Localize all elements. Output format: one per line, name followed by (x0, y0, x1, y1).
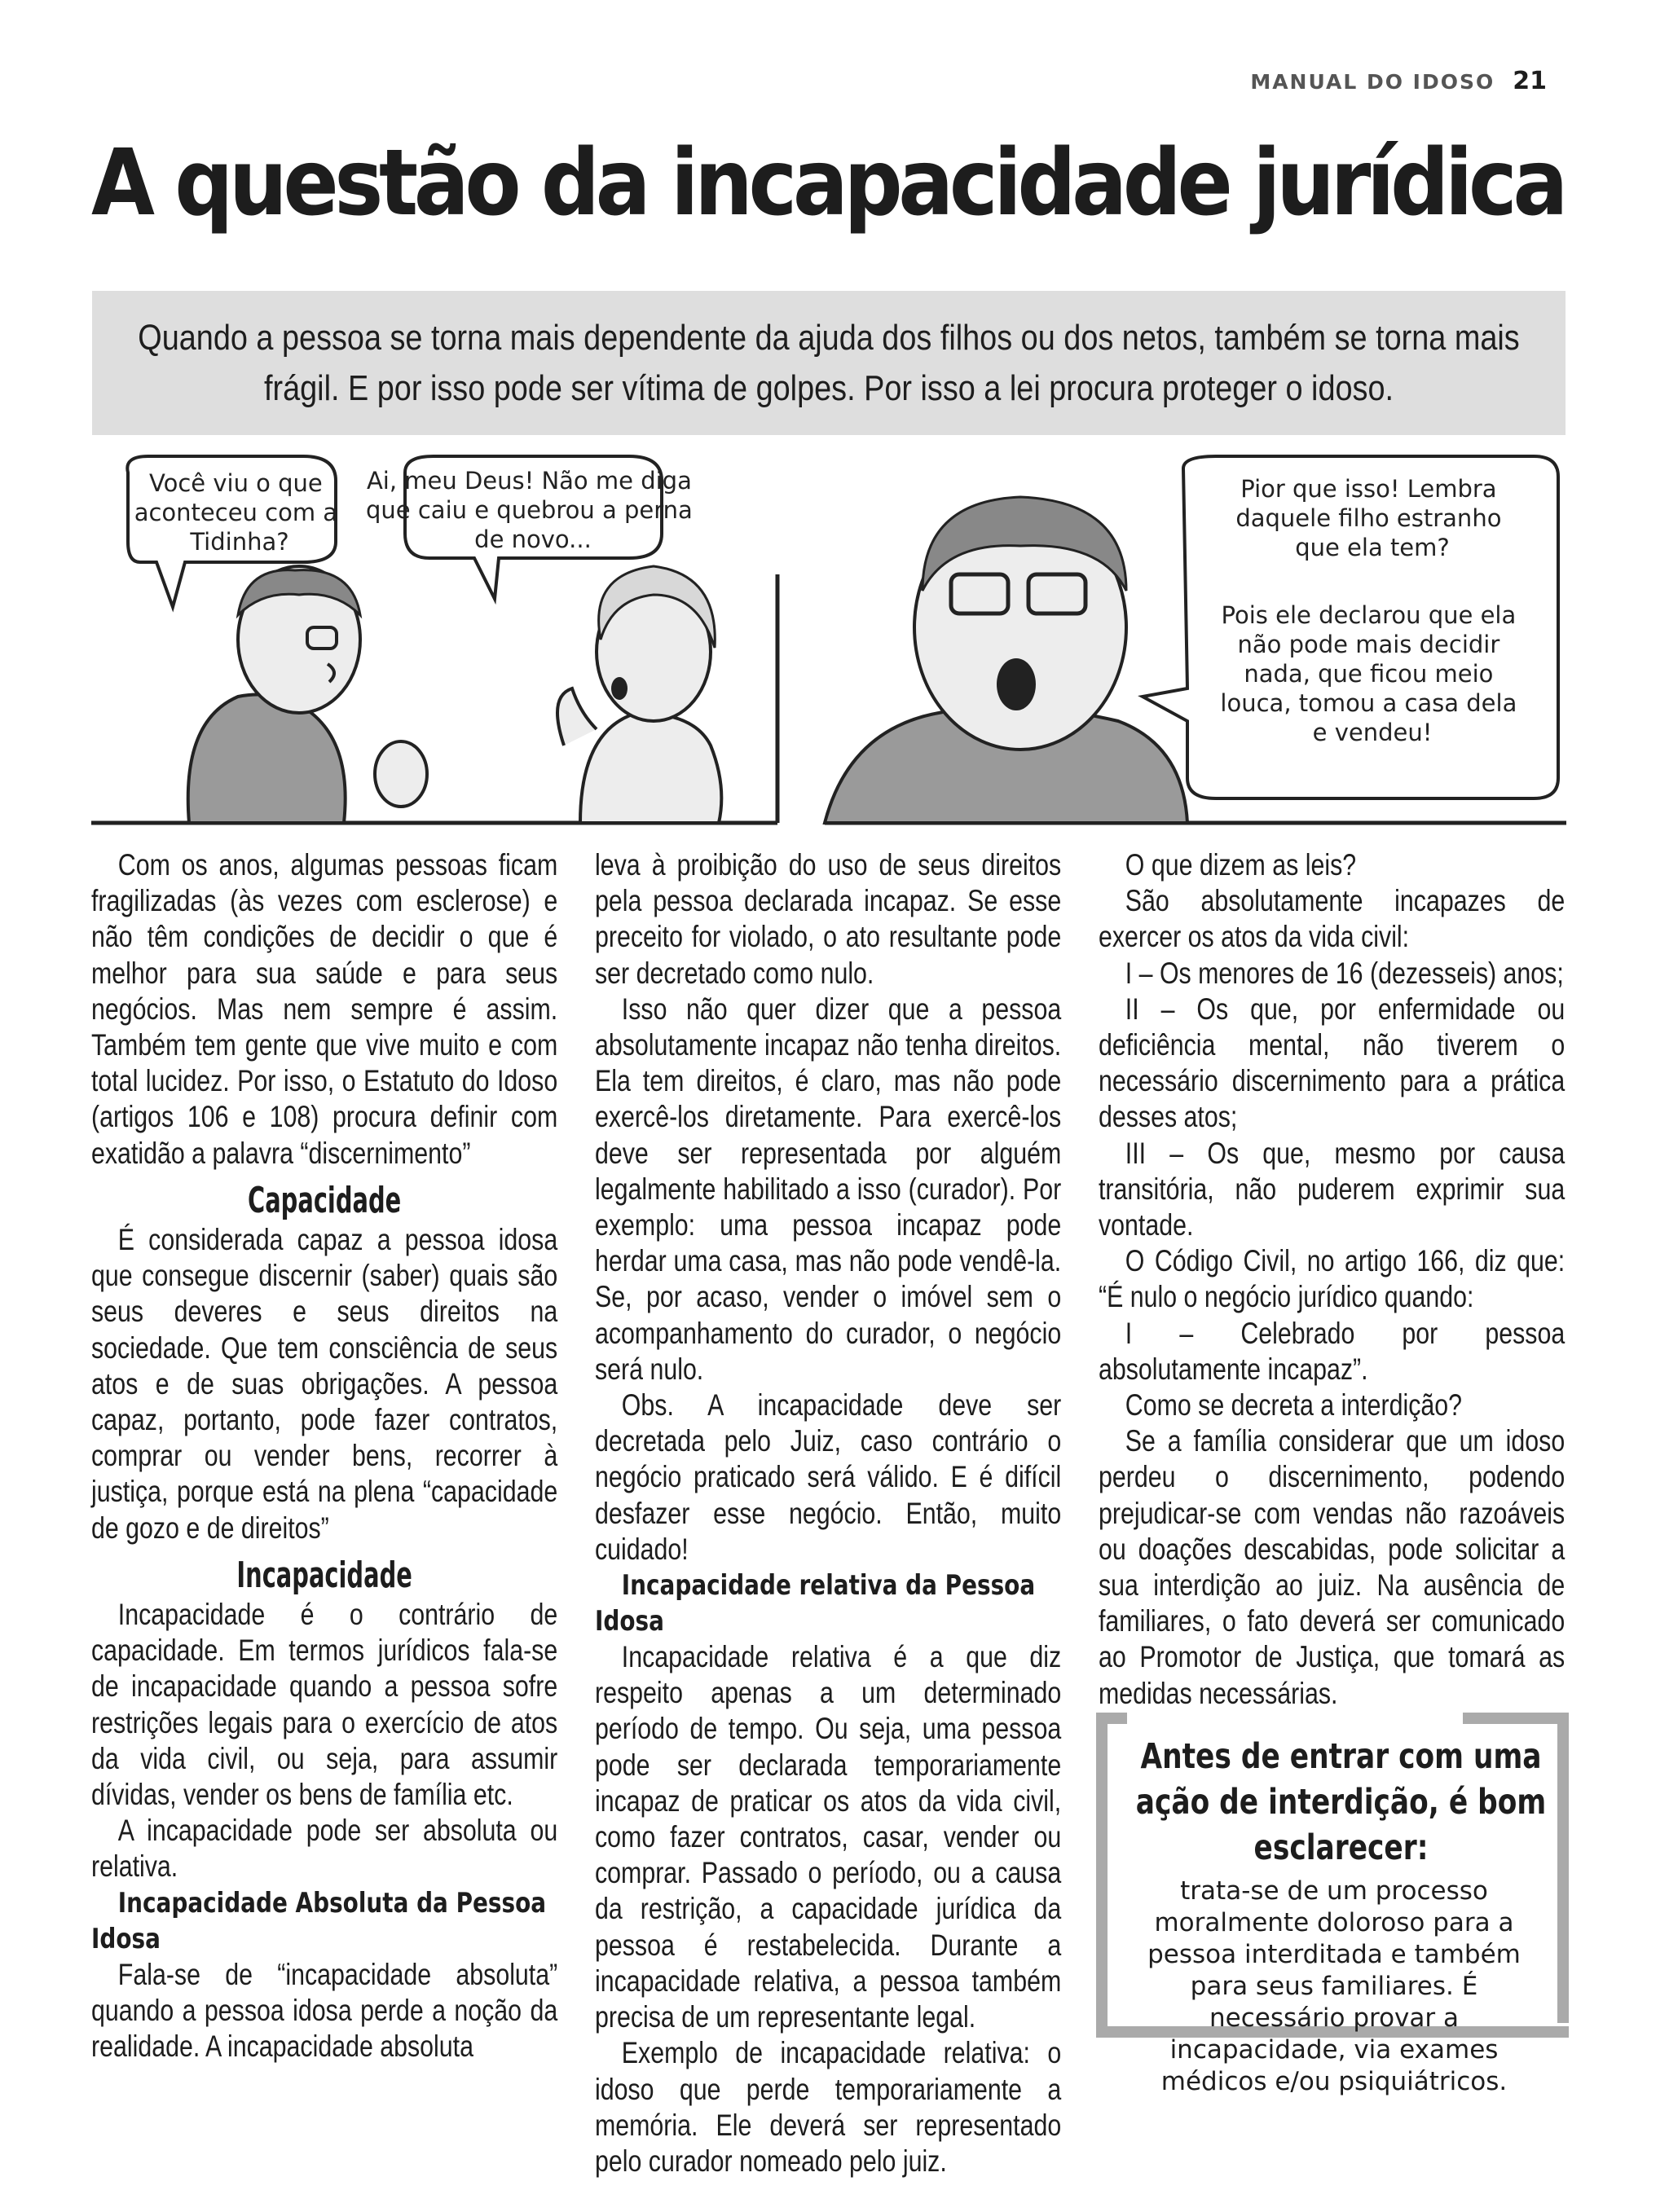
section-name: MANUAL DO IDOSO (1250, 70, 1495, 94)
running-head (1250, 67, 1547, 95)
paragraph: O Código Civil, no artigo 166, diz que: “É nulo o negócio jurídico quando: (1099, 1244, 1566, 1314)
paragraph: Fala-se de “incapacidade absoluta” quando a pessoa idosa perde a noção da realidade. A incapacidade absoluta (91, 1957, 558, 2064)
subheading-incapacidade-absoluta: Incapacidade Absoluta da Pessoa Idosa (91, 1886, 547, 1955)
comic-panel-right (825, 456, 1566, 823)
callout-title: Antes de entrar com uma ação de interdição, é bom esclarecer: (1135, 1736, 1546, 1868)
paragraph: Incapacidade é o contrário de capacidade. Em termos jurídicos fala-se de incapacidade quando a pessoa sofre restrições legais para o exercício de atos da vida civil, ou seja, para assumir dívidas, vender os bens de família etc. (91, 1598, 558, 1812)
balloon-1-text: Você viu o que aconteceu com a Tidinha? (134, 469, 338, 556)
paragraph: III – Os que, mesmo por causa transitória, não puderem exprimir sua vontade. (1099, 1136, 1566, 1242)
paragraph: Obs. A incapacidade deve ser decretada pelo Juiz, caso contrário o negócio praticado será válido. E é difícil desfazer esse negócio. Então, muito cuidado! (595, 1388, 1062, 1566)
paragraph: II – Os que, por enfermidade ou deficiência mental, não tiverem o necessário discernimento para a prática desses atos; (1099, 992, 1566, 1134)
paragraph: Como se decreta a interdição? (1125, 1388, 1462, 1423)
balloon-3-text: Pior que isso! Lembra daquele filho estranho que ela tem? (1235, 475, 1502, 561)
paragraph: O que dizem as leis? (1125, 848, 1357, 882)
paragraph: I – Celebrado por pessoa absolutamente incapaz”. (1099, 1316, 1566, 1386)
paragraph: São absolutamente incapazes de exercer os atos da vida civil: (1099, 884, 1566, 954)
comic-panel-left (91, 456, 777, 823)
subheading-incapacidade-relativa: Incapacidade relativa da Pessoa Idosa (595, 1569, 1036, 1638)
callout-body: trata-se de um processo moralmente doloroso para a pessoa interditada e também para seus familiares. É necessário provar a incapacidade, via exames médicos e/ou psiquiátricos. (1147, 1876, 1521, 2096)
column-2 (595, 847, 1061, 2179)
paragraph: leva à proibição do uso de seus direitos pela pessoa declarada incapaz. Se esse preceito for violado, o ato resultante pode ser decretado como nulo. (595, 848, 1062, 990)
page-number: 21 (1513, 67, 1547, 95)
balloon-2-text: Ai, meu Deus! Não me diga que caiu e quebrou a perna de novo... (366, 467, 693, 553)
paragraph: Isso não quer dizer que a pessoa absolutamente incapaz não tenha direitos. Ela tem direitos, é claro, mas não pode exercê-los diretamente. Para exercê-los deve ser representada por alguém legalmente habilitado a isso (curador). Por exemplo: uma pessoa incapaz pode herdar uma casa, mas não pode vendê-la. Se, por acaso, vender o imóvel sem o acompanhamento do curador, o negócio será nulo. (595, 992, 1062, 1386)
column-1 (91, 847, 557, 2065)
page-title: A questão da incapacidade jurídica (91, 130, 1565, 236)
paragraph: I – Os menores de 16 (dezesseis) anos; (1125, 956, 1564, 990)
section-heading-incapacidade: Incapacidade (236, 1554, 412, 1596)
lead-box (92, 291, 1566, 435)
paragraph: Exemplo de incapacidade relativa: o idoso que perde temporariamente a memória. Ele deverá ser representado pelo curador nomeado pelo juiz. (595, 2036, 1062, 2178)
man-glasses-illustration (825, 497, 1187, 823)
lead-text: Quando a pessoa se torna mais dependente da ajuda dos filhos ou dos netos, também se torna mais frágil. E por isso pode ser vítima de golpes. Por isso a lei procura proteger o idoso. (138, 317, 1520, 408)
woman-glasses-illustration (188, 566, 427, 823)
woman-surprised-illustration (557, 566, 721, 823)
balloon-4-text: Pois ele declarou que ela não pode mais decidir nada, que ficou meio louca, tomou a casa dela e vendeu! (1220, 601, 1517, 746)
comic-strip (91, 452, 1566, 835)
section-heading-capacidade: Capacidade (248, 1179, 402, 1221)
paragraph: Incapacidade relativa é a que diz respeito apenas a um determinado período de tempo. Ou seja, uma pessoa pode ser declarada temporariamente incapaz de praticar os atos da vida civil, como fazer contratos, casar, vender ou comprar. Passado o período, ou a causa da restrição, a capacidade jurídica da pessoa é restabelecida. Durante a incapacidade relativa, a pessoa também precisa de um representante legal. (595, 1640, 1062, 2034)
paragraph: A incapacidade pode ser absoluta ou relativa. (91, 1814, 558, 1884)
paragraph: É considerada capaz a pessoa idosa que consegue discernir (saber) quais são seus deveres e seus direitos na sociedade. Que tem consciência de seus atos e de suas obrigações. A pessoa capaz, portanto, pode fazer contratos, comprar ou vender bens, recorrer à justiça, porque está na plena “capacidade de gozo e de direitos” (91, 1223, 558, 1545)
paragraph: Se a família considerar que um idoso perdeu o discernimento, podendo prejudicar-se com vendas não razoáveis ou doações descabidas, pode solicitar a sua interdição ao juiz. Na ausência de familiares, o fato deverá ser comunicado ao Promotor de Justiça, que tomará as medidas necessárias. (1099, 1424, 1566, 1710)
callout-box (1096, 1716, 1569, 2096)
paragraph: Com os anos, algumas pessoas ficam fragilizadas (às vezes com esclerose) e não têm condições de decidir o que é melhor para sua saúde e para seus negócios. Mas nem sempre é assim. Também tem gente que vive muito e com total lucidez. Por isso, o Estatuto do Idoso (artigos 106 e 108) procura definir com exatidão a palavra “discernimento” (91, 848, 558, 1170)
column-3 (1099, 847, 1565, 1712)
